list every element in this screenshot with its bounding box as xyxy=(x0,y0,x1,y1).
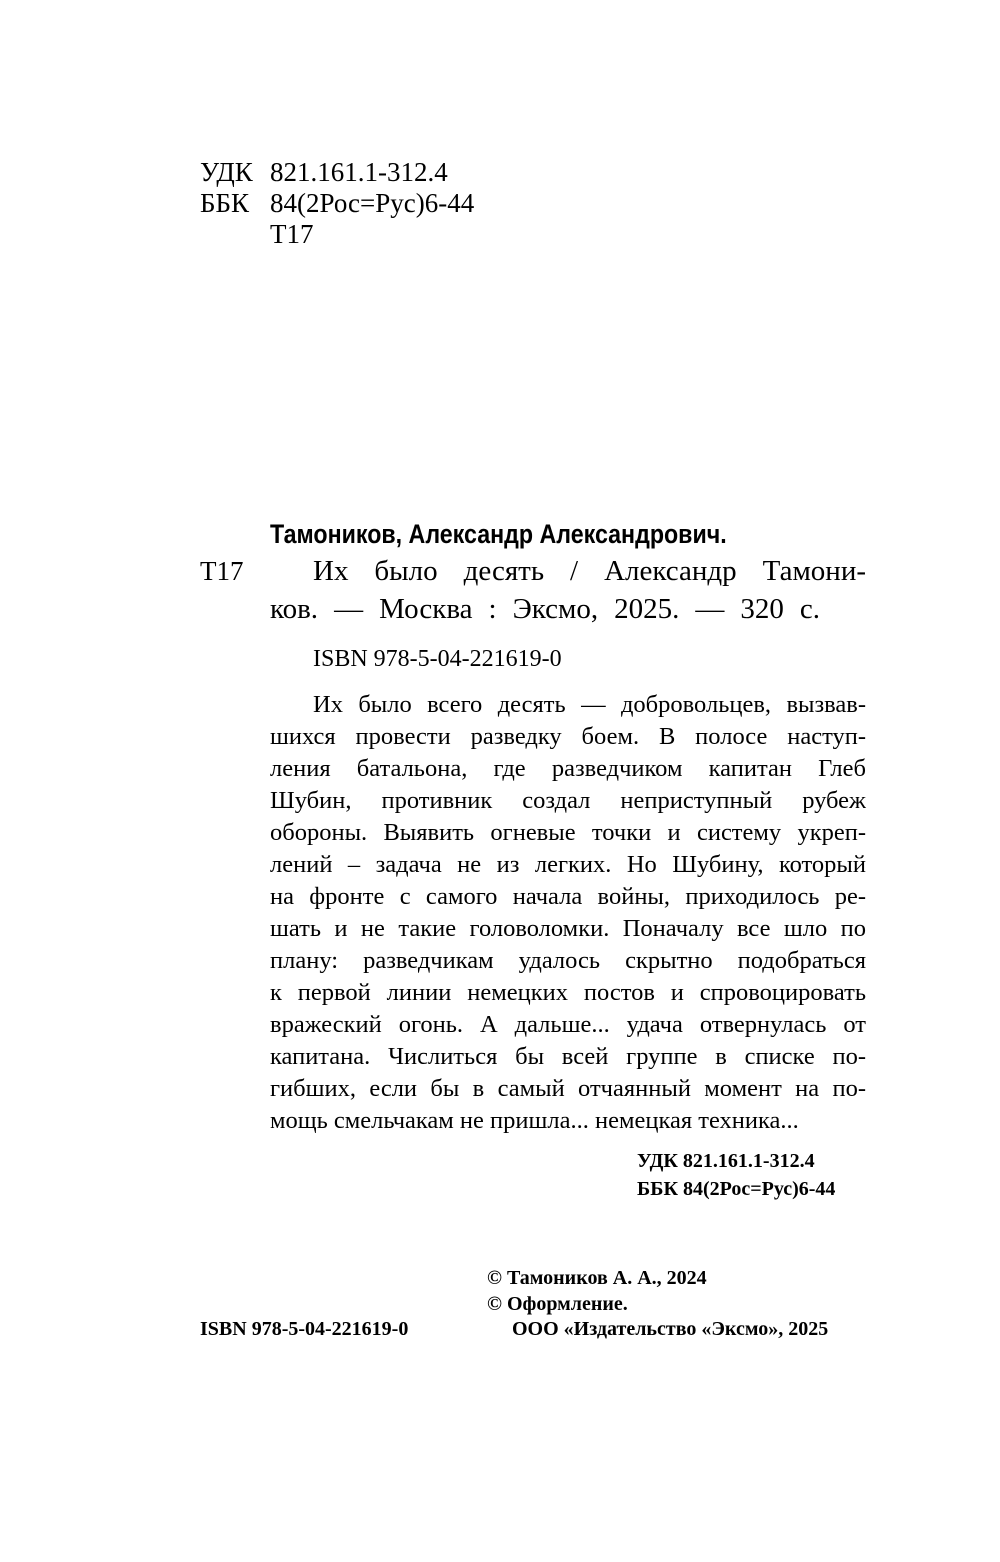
annotation-line: шихся провести разведку боем. В полосе наступ- xyxy=(270,723,866,750)
udk-bottom: УДК 821.161.1-312.4 xyxy=(637,1150,815,1172)
bbk-code: 84(2Рос=Рус)6-44 xyxy=(270,188,475,218)
annotation-line: к первой линии немецких постов и спровоцировать xyxy=(270,979,866,1006)
annotation-line: Шубин, противник создал неприступный рубеж xyxy=(270,787,866,814)
udk-label: УДК xyxy=(200,157,253,187)
annotation-line: плану: разведчикам удалось скрытно подобраться xyxy=(270,947,866,974)
annotation-line: гибших, если бы в самый отчаянный момент на по- xyxy=(270,1075,866,1102)
annotation-line: на фронте с самого начала войны, приходилось ре- xyxy=(270,883,866,910)
title-line-1: Их было десять / Александр Тамони- xyxy=(313,555,866,587)
author-mark-top: Т17 xyxy=(270,219,314,249)
author-heading: Тамоников, Александр Александрович. xyxy=(270,519,727,549)
udk-code: 821.161.1-312.4 xyxy=(270,157,448,187)
annotation-line: лений – задача не из легких. Но Шубину, который xyxy=(270,851,866,878)
annotation-line: шать и не такие головоломки. Поначалу все шло по xyxy=(270,915,866,942)
bbk-bottom: ББК 84(2Рос=Рус)6-44 xyxy=(637,1178,836,1200)
annotation-line: обороны. Выявить огневые точки и систему укреп- xyxy=(270,819,866,846)
isbn-record: ISBN 978-5-04-221619-0 xyxy=(313,646,562,672)
title-line-2: ков. — Москва : Эксмо, 2025. — 320 с. xyxy=(270,593,820,625)
bbk-label: ББК xyxy=(200,188,250,218)
annotation-line: вражеский огонь. А дальше... удача отвернулась от xyxy=(270,1011,866,1038)
isbn-footer: ISBN 978-5-04-221619-0 xyxy=(200,1318,409,1340)
annotation-line: Их было всего десять — добровольцев, вызвав- xyxy=(313,691,866,718)
copyright-design: © Оформление. xyxy=(487,1293,628,1315)
annotation-line: ления батальона, где разведчиком капитан Глеб xyxy=(270,755,866,782)
annotation-line: мощь смельчакам не пришла... немецкая техника... xyxy=(270,1107,799,1134)
copyright-publisher: ООО «Издательство «Эксмо», 2025 xyxy=(512,1318,829,1340)
annotation-line: капитана. Числиться бы всей группе в списке по- xyxy=(270,1043,866,1070)
author-mark: Т17 xyxy=(200,556,244,586)
copyright-author: © Тамоников А. А., 2024 xyxy=(487,1267,707,1289)
